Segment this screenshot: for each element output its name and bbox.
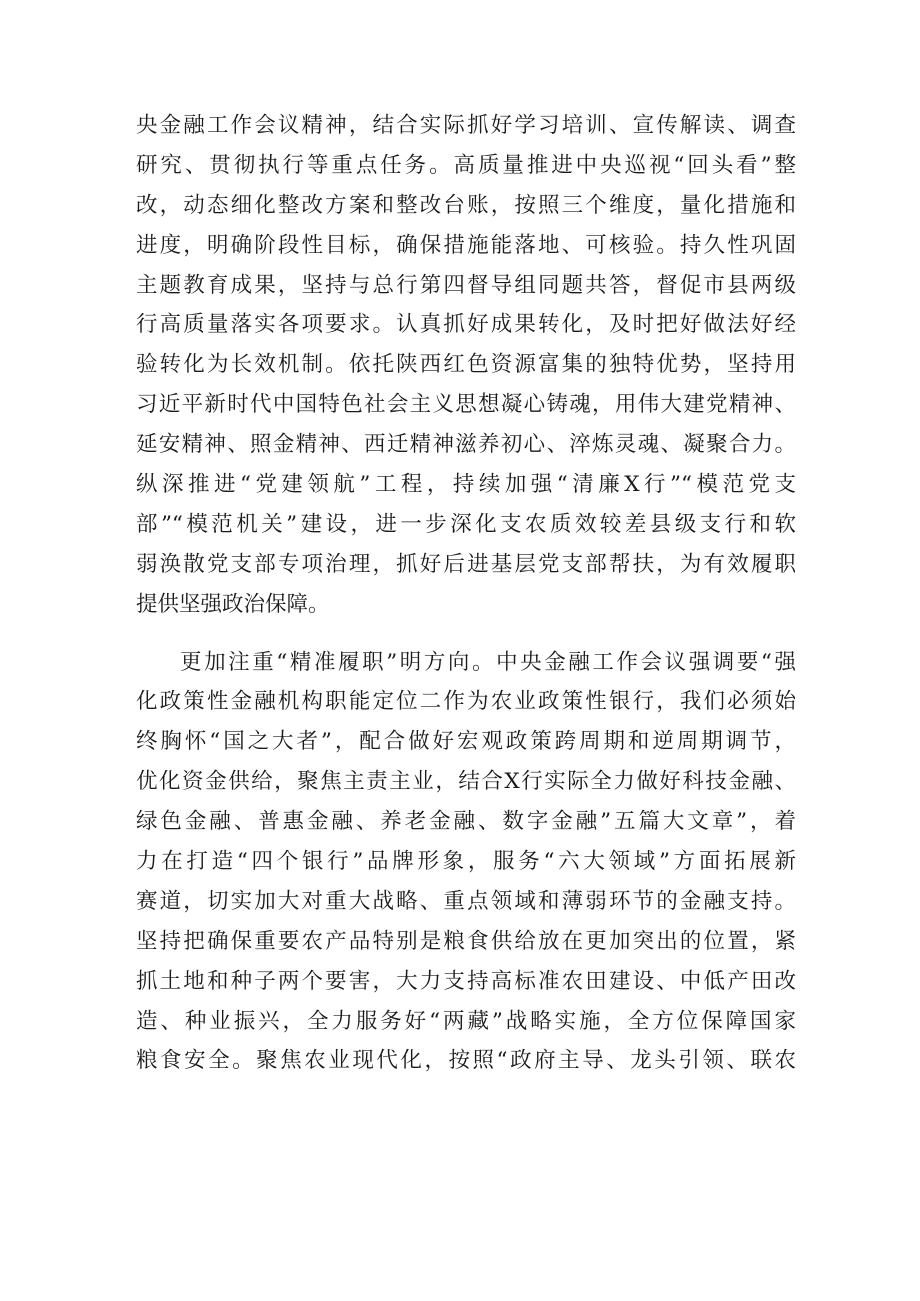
text-line: 验转化为长效机制。依托陕西红色资源富集的独特优势，坚持用 [136, 352, 796, 378]
text-line: 部”“模范机关”建设，进一步深化支农质效较差县级支行和软 [136, 511, 796, 537]
paragraph-party-building [136, 106, 796, 625]
text-line: 弱涣散党支部专项治理，抓好后进基层党支部帮扶，为有效履职 [136, 551, 796, 577]
text-line: 纵深推进“党建领航”工程，持续加强“清廉X行”“模范党支 [136, 472, 796, 498]
text-line: 习近平新时代中国特色社会主义思想凝心铸魂，用伟大建党精神、 [136, 392, 796, 418]
text-line: 粮食安全。聚焦农业现代化，按照“政府主导、龙头引领、联农 [136, 1048, 796, 1074]
text-line: 坚持把确保重要农产品特别是粮食供给放在更加突出的位置，紧 [136, 928, 796, 954]
text-line: 造、种业振兴，全力服务好“两藏”战略实施，全方位保障国家 [136, 1008, 796, 1034]
paragraph-precise-duty [136, 643, 796, 1082]
text-line: 主题教育成果，坚持与总行第四督导组同题共答，督促市县两级 [136, 272, 796, 298]
text-line: 优化资金供给，聚焦主责主业，结合X行实际全力做好科技金融、 [136, 769, 796, 795]
text-line: 央金融工作会议精神，结合实际抓好学习培训、宣传解读、调查 [136, 113, 796, 138]
text-line: 更加注重“精准履职”明方向。中央金融工作会议强调要“强 [180, 649, 796, 675]
text-line: 进度，明确阶段性目标，确保措施能落地、可核验。持久性巩固 [136, 232, 796, 258]
text-line: 力在打造“四个银行”品牌形象，服务“六大领域”方面拓展新 [136, 849, 796, 875]
text-line: 赛道，切实加大对重大战略、重点领域和薄弱环节的金融支持。 [136, 888, 796, 914]
text-line: 化政策性金融机构职能定位二作为农业政策性银行，我们必须始 [136, 689, 796, 715]
text-line: 提供坚强政治保障。 [136, 591, 330, 617]
paragraph-gap [136, 625, 796, 643]
text-line: 绿色金融、普惠金融、养老金融、数字金融”五篇大文章”，着 [136, 809, 796, 835]
text-line: 改，动态细化整改方案和整改台账，按照三个维度，量化措施和 [136, 192, 796, 218]
document-body [136, 106, 796, 1081]
text-line: 研究、贯彻执行等重点任务。高质量推进中央巡视“回头看”整 [136, 152, 796, 178]
text-line: 行高质量落实各项要求。认真抓好成果转化，及时把好做法好经 [136, 312, 796, 338]
text-line: 终胸怀“国之大者”，配合做好宏观政策跨周期和逆周期调节， [136, 729, 796, 755]
text-line: 延安精神、照金精神、西迁精神滋养初心、淬炼灵魂、凝聚合力。 [136, 432, 796, 458]
text-line: 抓土地和种子两个要害，大力支持高标准农田建设、中低产田改 [136, 968, 796, 994]
